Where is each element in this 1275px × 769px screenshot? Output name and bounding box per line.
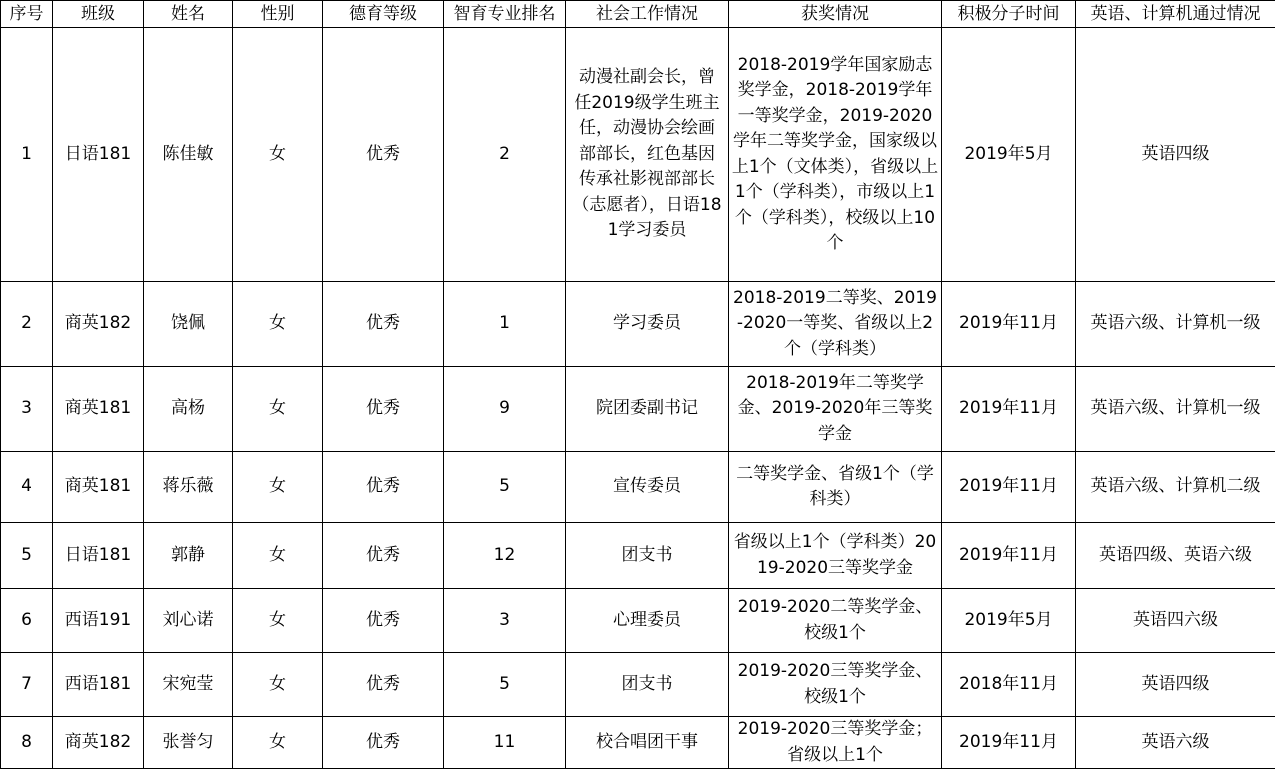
cell-rank: 11 [444, 717, 566, 769]
cell-awards: 2019-2020三等奖学金；省级以上1个 [729, 717, 942, 769]
cell-work: 团支书 [566, 653, 729, 717]
cell-work: 心理委员 [566, 589, 729, 653]
cell-class: 商英181 [53, 452, 144, 523]
cell-gender: 女 [233, 282, 323, 367]
cell-name: 宋宛莹 [144, 653, 233, 717]
cell-class: 商英181 [53, 367, 144, 452]
cell-awards: 2019-2020三等奖学金、校级1个 [729, 653, 942, 717]
header-cell-cert: 英语、计算机通过情况 [1076, 1, 1275, 28]
header-cell-rank: 智育专业排名 [444, 1, 566, 28]
cell-moral: 优秀 [323, 717, 444, 769]
cell-cert: 英语六级 [1076, 717, 1275, 769]
cell-awards: 2018-2019学年国家励志奖学金，2018-2019学年一等奖学金，2019-2020学年二等奖学金，国家级以上1个（文体类），省级以上1个（学科类），市级以上1个（学科类），校级以上10个 [729, 28, 942, 282]
cell-cert: 英语四级 [1076, 653, 1275, 717]
cell-no: 1 [1, 28, 53, 282]
header-cell-awards: 获奖情况 [729, 1, 942, 28]
cell-rank: 5 [444, 452, 566, 523]
cell-name: 陈佳敏 [144, 28, 233, 282]
cell-awards: 2019-2020二等奖学金、校级1个 [729, 589, 942, 653]
cell-rank: 3 [444, 589, 566, 653]
cell-cert: 英语六级、计算机一级 [1076, 367, 1275, 452]
cell-activist: 2019年5月 [942, 589, 1076, 653]
cell-moral: 优秀 [323, 523, 444, 589]
cell-activist: 2018年11月 [942, 653, 1076, 717]
cell-rank: 1 [444, 282, 566, 367]
table-row [1, 589, 1275, 653]
cell-gender: 女 [233, 367, 323, 452]
header-cell-gender: 性别 [233, 1, 323, 28]
cell-class: 西语191 [53, 589, 144, 653]
cell-work: 团支书 [566, 523, 729, 589]
cell-class: 商英182 [53, 717, 144, 769]
table-row [1, 653, 1275, 717]
cell-activist: 2019年11月 [942, 282, 1076, 367]
table-row [1, 282, 1275, 367]
header-cell-no: 序号 [1, 1, 53, 28]
cell-cert: 英语六级、计算机二级 [1076, 452, 1275, 523]
cell-no: 4 [1, 452, 53, 523]
cell-awards: 2018-2019二等奖、2019-2020一等奖、省级以上2个（学科类） [729, 282, 942, 367]
table-row [1, 452, 1275, 523]
cell-gender: 女 [233, 28, 323, 282]
header-row [1, 1, 1275, 28]
cell-moral: 优秀 [323, 452, 444, 523]
header-cell-moral: 德育等级 [323, 1, 444, 28]
cell-rank: 5 [444, 653, 566, 717]
cell-work: 动漫社副会长，曾任2019级学生班主任，动漫协会绘画部部长，红色基因传承社影视部部长（志愿者），日语181学习委员 [566, 28, 729, 282]
table-row [1, 28, 1275, 282]
cell-name: 饶佩 [144, 282, 233, 367]
cell-name: 高杨 [144, 367, 233, 452]
cell-moral: 优秀 [323, 367, 444, 452]
cell-activist: 2019年5月 [942, 28, 1076, 282]
cell-gender: 女 [233, 523, 323, 589]
header-cell-activist: 积极分子时间 [942, 1, 1076, 28]
header-cell-work: 社会工作情况 [566, 1, 729, 28]
cell-no: 6 [1, 589, 53, 653]
cell-cert: 英语四级 [1076, 28, 1275, 282]
cell-rank: 2 [444, 28, 566, 282]
table-row [1, 367, 1275, 452]
cell-gender: 女 [233, 653, 323, 717]
cell-activist: 2019年11月 [942, 367, 1076, 452]
cell-name: 刘心诺 [144, 589, 233, 653]
cell-class: 商英182 [53, 282, 144, 367]
cell-moral: 优秀 [323, 653, 444, 717]
cell-class: 日语181 [53, 28, 144, 282]
cell-work: 学习委员 [566, 282, 729, 367]
cell-activist: 2019年11月 [942, 452, 1076, 523]
cell-gender: 女 [233, 717, 323, 769]
cell-rank: 9 [444, 367, 566, 452]
table-row [1, 523, 1275, 589]
cell-class: 西语181 [53, 653, 144, 717]
cell-name: 张誉匀 [144, 717, 233, 769]
cell-class: 日语181 [53, 523, 144, 589]
cell-moral: 优秀 [323, 28, 444, 282]
cell-name: 蒋乐薇 [144, 452, 233, 523]
cell-gender: 女 [233, 452, 323, 523]
header-cell-name: 姓名 [144, 1, 233, 28]
cell-name: 郭静 [144, 523, 233, 589]
cell-rank: 12 [444, 523, 566, 589]
cell-cert: 英语四六级 [1076, 589, 1275, 653]
cell-activist: 2019年11月 [942, 523, 1076, 589]
cell-activist: 2019年11月 [942, 717, 1076, 769]
cell-work: 宣传委员 [566, 452, 729, 523]
cell-moral: 优秀 [323, 282, 444, 367]
cell-no: 8 [1, 717, 53, 769]
cell-no: 2 [1, 282, 53, 367]
cell-no: 5 [1, 523, 53, 589]
cell-gender: 女 [233, 589, 323, 653]
cell-no: 7 [1, 653, 53, 717]
header-cell-class: 班级 [53, 1, 144, 28]
table-row [1, 717, 1275, 769]
cell-awards: 二等奖学金、省级1个（学科类） [729, 452, 942, 523]
cell-cert: 英语六级、计算机一级 [1076, 282, 1275, 367]
cell-work: 院团委副书记 [566, 367, 729, 452]
cell-no: 3 [1, 367, 53, 452]
cell-work: 校合唱团干事 [566, 717, 729, 769]
cell-awards: 2018-2019年二等奖学金、2019-2020年三等奖学金 [729, 367, 942, 452]
cell-moral: 优秀 [323, 589, 444, 653]
cell-cert: 英语四级、英语六级 [1076, 523, 1275, 589]
cell-awards: 省级以上1个（学科类）2019-2020三等奖学金 [729, 523, 942, 589]
